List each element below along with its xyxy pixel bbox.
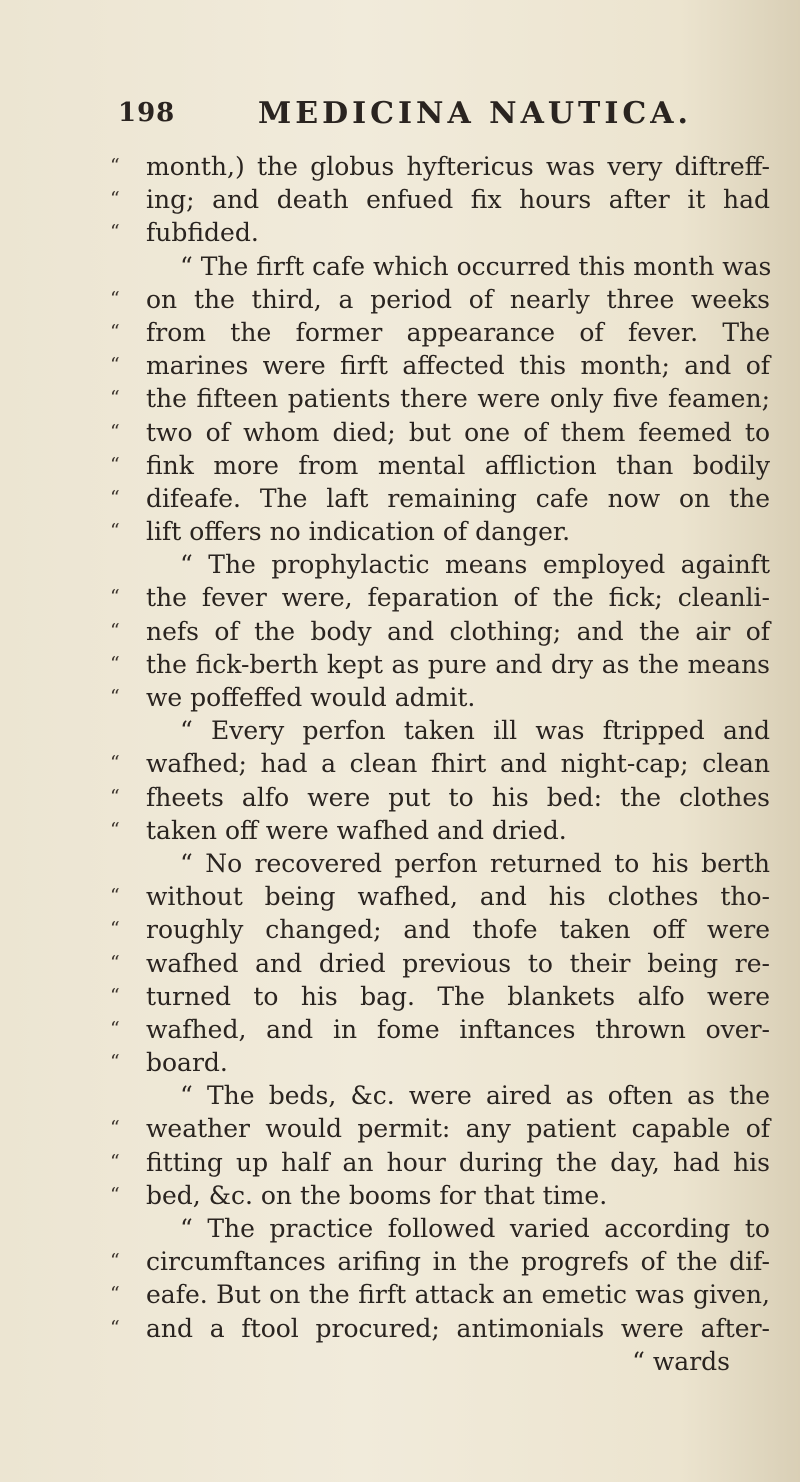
running-head: MEDICINA NAUTICA.: [258, 96, 692, 131]
text-line: [110, 548, 770, 581]
text-line: [110, 316, 770, 349]
line-text: weather would permit: any patient capable of: [146, 1114, 770, 1144]
text-line: [110, 382, 770, 415]
text-line: [110, 416, 770, 449]
line-text: taken off were wafhed and dried.: [146, 815, 567, 845]
text-line: [110, 349, 770, 382]
line-text: “ No recovered perfon returned to his berth: [180, 848, 770, 878]
text-line: [110, 150, 770, 183]
quote-mark: “: [110, 1051, 120, 1074]
line-text: eafe. But on the firft attack an emetic was given,: [146, 1280, 770, 1310]
page-number: 198: [118, 98, 176, 128]
quote-mark: “: [110, 785, 120, 808]
line-text: “ The prophylactic means employed againft: [180, 550, 770, 580]
line-text: ing; and death enfued fix hours after it had: [146, 185, 770, 215]
text-line: [110, 980, 770, 1013]
line-text: “ The practice followed varied according to: [180, 1214, 770, 1243]
line-text: lift offers no indication of danger.: [146, 517, 571, 547]
text-line: [110, 1179, 770, 1212]
line-text: difeafe. The laft remaining cafe now on the: [146, 483, 770, 513]
catchword: “ wards: [632, 1346, 730, 1376]
text-line: [110, 216, 770, 249]
catchword-line: [110, 1345, 770, 1378]
line-text: month,) the globus hyftericus was very diftreff-: [146, 152, 770, 181]
text-line: [110, 648, 770, 681]
text-line: [110, 515, 770, 548]
quote-mark: “: [110, 420, 120, 443]
quote-mark: “: [110, 686, 120, 708]
text-line: [110, 880, 770, 913]
line-text: without being wafhed, and his clothes tho-: [146, 882, 770, 912]
quote-mark: “: [110, 486, 120, 509]
text-line: [110, 1312, 770, 1345]
line-text: we poffeffed would admit.: [146, 683, 476, 712]
text-line: [110, 250, 770, 283]
line-text: board.: [146, 1048, 228, 1078]
line-text: on the third, a period of nearly three weeks: [146, 284, 770, 314]
line-text: the fick-berth kept as pure and dry as the means: [146, 649, 770, 679]
text-line: [110, 1212, 770, 1245]
text-line: [110, 1013, 770, 1046]
quote-mark: “: [110, 1283, 120, 1306]
quote-mark: “: [110, 918, 120, 941]
text-line: [110, 283, 770, 316]
line-text: the fever were, feparation of the fick; cleanli-: [146, 583, 770, 613]
line-text: fubfided.: [146, 218, 259, 248]
line-text: bed, &c. on the booms for that time.: [146, 1180, 608, 1210]
text-line: [110, 482, 770, 515]
line-text: from the former appearance of fever. The: [146, 317, 770, 347]
quote-mark: “: [110, 818, 120, 841]
quote-mark: “: [110, 951, 120, 974]
quote-mark: “: [110, 652, 120, 675]
quote-mark: “: [110, 1316, 120, 1339]
quote-mark: “: [110, 1117, 120, 1140]
line-text: nefs of the body and clothing; and the air of: [146, 616, 770, 646]
body-text: [110, 150, 770, 1378]
line-text: wafhed; had a clean fhirt and night-cap; clean: [146, 749, 770, 779]
line-text: wafhed and dried previous to their being re-: [146, 948, 770, 978]
quote-mark: “: [110, 984, 120, 1007]
quote-mark: “: [110, 619, 120, 642]
text-line: [110, 1278, 770, 1311]
line-text: the fifteen patients there were only five feamen;: [146, 384, 770, 414]
text-line: [110, 747, 770, 780]
quote-mark: “: [110, 354, 120, 377]
text-line: [110, 1079, 770, 1112]
quote-mark: “: [110, 752, 120, 775]
text-line: [110, 681, 770, 714]
text-line: [110, 1146, 770, 1179]
quote-mark: “: [110, 586, 120, 609]
line-text: “ The beds, &c. were aired as often as the: [180, 1081, 770, 1111]
text-line: [110, 714, 770, 747]
text-line: [110, 1245, 770, 1278]
line-text: circumftances arifing in the progrefs of the dif-: [146, 1247, 770, 1277]
text-line: [110, 581, 770, 614]
text-line: [110, 947, 770, 980]
quote-mark: “: [110, 1250, 120, 1273]
quote-mark: “: [110, 320, 120, 343]
page-header: [118, 96, 738, 136]
text-line: [110, 913, 770, 946]
text-line: [110, 814, 770, 847]
quote-mark: “: [110, 287, 120, 310]
quote-mark: “: [110, 221, 120, 244]
line-text: marines were firft affected this month; and of: [146, 351, 770, 381]
text-line: [110, 1046, 770, 1079]
quote-mark: “: [110, 885, 120, 908]
quote-mark: “: [110, 387, 120, 410]
quote-mark: “: [110, 1183, 120, 1206]
line-text: “ Every perfon taken ill was ftripped and: [180, 716, 770, 746]
line-text: and a ftool procured; antimonials were after-: [146, 1313, 770, 1343]
line-text: wafhed, and in fome inftances thrown over-: [146, 1014, 770, 1044]
quote-mark: “: [110, 1017, 120, 1040]
text-line: [110, 615, 770, 648]
quote-mark: “: [110, 155, 120, 177]
line-text: “ The firft cafe which occurred this month was: [180, 251, 772, 281]
line-text: fheets alfo were put to his bed: the clothes: [146, 782, 770, 812]
text-line: [110, 1112, 770, 1145]
text-line: [110, 183, 770, 216]
text-line: [110, 449, 770, 482]
text-line: [110, 847, 770, 880]
line-text: fink more from mental affliction than bodily: [146, 450, 770, 480]
line-text: roughly changed; and thofe taken off were: [146, 915, 770, 945]
line-text: turned to his bag. The blankets alfo were: [146, 981, 770, 1011]
line-text: fitting up half an hour during the day, had his: [146, 1147, 770, 1177]
text-line: [110, 781, 770, 814]
quote-mark: “: [110, 188, 120, 211]
quote-mark: “: [110, 453, 120, 476]
line-text: two of whom died; but one of them feemed to: [146, 417, 770, 447]
quote-mark: “: [110, 1150, 120, 1173]
quote-mark: “: [110, 520, 120, 543]
